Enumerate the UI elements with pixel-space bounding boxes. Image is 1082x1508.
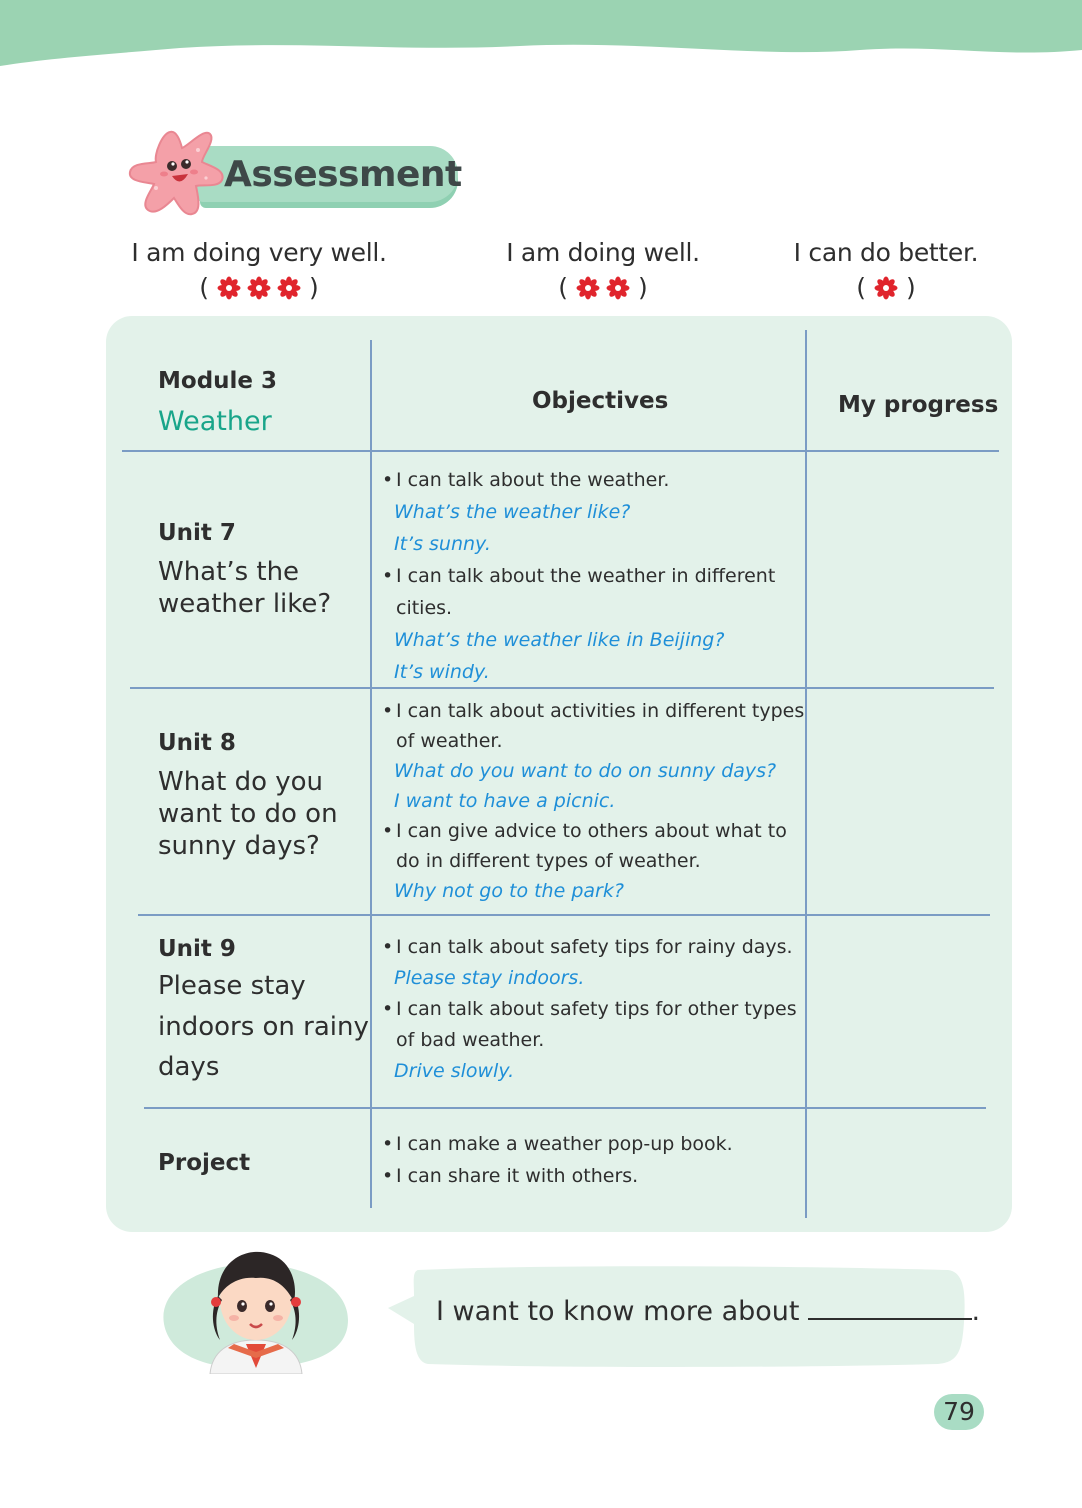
unit-7-cell	[158, 520, 331, 620]
example-sentence: What’s the weather like?	[394, 501, 631, 523]
unit-title-line: days	[158, 1052, 220, 1083]
legend-rating	[498, 273, 708, 302]
module-title: Weather	[158, 406, 272, 437]
paren-close: )	[638, 273, 648, 302]
speech-text	[436, 1294, 980, 1327]
speech-period: .	[971, 1296, 981, 1327]
legend-label: I can do better.	[793, 238, 979, 267]
objective-item	[382, 994, 806, 1025]
speech-prompt: I want to know more about	[436, 1296, 800, 1327]
objective-text: I can talk about the weather in different	[396, 565, 776, 587]
bullet-icon: •	[382, 936, 394, 958]
red-flower-icon	[247, 276, 271, 300]
red-flower-icon	[606, 276, 630, 300]
project-objectives	[382, 1128, 806, 1192]
objective-item	[382, 1160, 806, 1192]
objective-item	[382, 932, 806, 963]
module-cell	[158, 368, 277, 437]
example-sentence: What’s the weather like in Beijing?	[394, 629, 725, 651]
unit-8-objectives	[382, 696, 806, 906]
objective-continuation: of bad weather.	[396, 1029, 545, 1051]
bullet-icon: •	[382, 1165, 394, 1187]
objective-text: I can talk about the weather.	[396, 469, 670, 491]
unit-9-cell	[158, 936, 369, 1088]
legend-label: I am doing well.	[506, 238, 700, 267]
objective-continuation: cities.	[396, 597, 453, 619]
top-wave-banner	[0, 0, 1082, 70]
legend-can-do-better	[786, 238, 986, 302]
row-divider	[144, 1107, 986, 1109]
red-flower-icon	[277, 276, 301, 300]
example-sentence: What do you want to do on sunny days?	[394, 760, 777, 782]
bullet-icon: •	[382, 1133, 394, 1155]
unit-title	[158, 966, 369, 1088]
unit-title-line: sunny days?	[158, 831, 320, 862]
unit-title	[158, 766, 338, 863]
objective-continuation: do in different types of weather.	[396, 850, 701, 872]
objective-text: I can talk about safety tips for rainy days.	[396, 936, 793, 958]
girl-character-icon	[158, 1240, 354, 1374]
my-progress-header: My progress	[838, 392, 999, 418]
unit-title-line: want to do on	[158, 799, 338, 830]
bullet-icon: •	[382, 469, 394, 491]
unit-9-objectives	[382, 932, 806, 1087]
page-title: Assessment	[224, 154, 462, 195]
starfish-mascot-icon	[126, 126, 226, 222]
module-number: Module 3	[158, 368, 278, 394]
objective-text: I can talk about safety tips for other types	[396, 998, 797, 1020]
red-flower-icon	[217, 276, 241, 300]
paren-open: (	[199, 273, 209, 302]
flower-rating-2	[576, 276, 630, 300]
unit-title-line: Please stay	[158, 971, 306, 1001]
unit-title	[158, 556, 331, 620]
example-sentence: Why not go to the park?	[394, 880, 624, 902]
bullet-icon: •	[382, 820, 394, 842]
objective-text: I can share it with others.	[396, 1165, 639, 1187]
paren-close: )	[309, 273, 319, 302]
column-divider	[370, 340, 372, 1208]
legend-well	[498, 238, 708, 302]
objective-text: I can give advice to others about what to	[396, 820, 787, 842]
objective-item	[382, 464, 806, 496]
unit-8-cell	[158, 730, 338, 863]
legend-rating	[126, 273, 392, 302]
page-number: 79	[934, 1394, 984, 1430]
paren-close: )	[906, 273, 916, 302]
legend-very-well	[126, 238, 392, 302]
objectives-header: Objectives	[532, 388, 669, 414]
unit-number: Unit 7	[158, 520, 236, 546]
paren-open: (	[856, 273, 866, 302]
flower-rating-3	[217, 276, 301, 300]
unit-number: Unit 9	[158, 936, 236, 962]
unit-7-objectives	[382, 464, 806, 688]
example-sentence: Drive slowly.	[394, 1060, 515, 1082]
example-sentence: It’s sunny.	[394, 533, 491, 555]
row-divider	[122, 450, 999, 452]
bullet-icon: •	[382, 565, 394, 587]
objective-text: I can make a weather pop-up book.	[396, 1133, 733, 1155]
unit-title-line: indoors on rainy	[158, 1011, 369, 1042]
objective-item	[382, 696, 806, 726]
objective-text: I can talk about activities in different types	[396, 700, 805, 722]
objective-item	[382, 816, 806, 846]
unit-title-line: What’s the	[158, 557, 300, 587]
legend-label: I am doing very well.	[131, 238, 387, 267]
legend-rating	[786, 273, 986, 302]
row-divider	[138, 914, 990, 916]
objective-continuation: of weather.	[396, 730, 503, 752]
bullet-icon: •	[382, 700, 394, 722]
red-flower-icon	[576, 276, 600, 300]
unit-number: Unit 8	[158, 730, 236, 756]
objective-item	[382, 560, 806, 592]
example-sentence: Please stay indoors.	[394, 967, 585, 989]
red-flower-icon	[874, 276, 898, 300]
example-sentence: I want to have a picnic.	[394, 790, 616, 812]
fill-in-blank[interactable]	[808, 1294, 972, 1320]
example-sentence: It’s windy.	[394, 661, 490, 683]
project-label: Project	[158, 1150, 251, 1176]
paren-open: (	[558, 273, 568, 302]
flower-rating-1	[874, 276, 898, 300]
unit-title-line: weather like?	[158, 589, 332, 620]
objective-item	[382, 1128, 806, 1160]
unit-title-line: What do you	[158, 767, 324, 797]
bullet-icon: •	[382, 998, 394, 1020]
assessment-header	[126, 126, 466, 222]
